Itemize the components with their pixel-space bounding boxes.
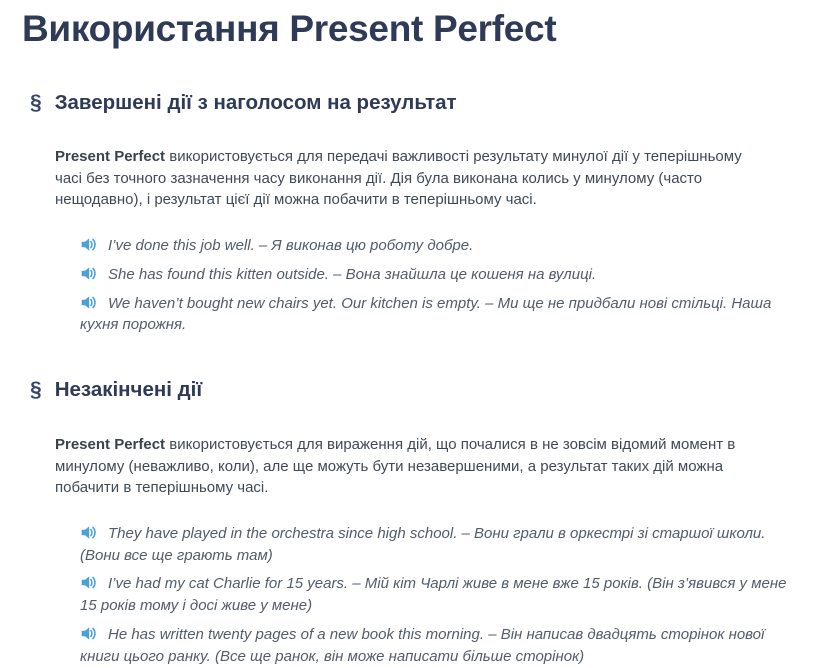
speaker-icon[interactable] — [80, 266, 97, 281]
example-text: They have played in the orchestra since high school. – Вони грали в оркестрі зі старшої школи. (Вони все ще грають там) — [80, 524, 766, 564]
speaker-icon[interactable] — [80, 295, 97, 310]
example-item — [80, 235, 792, 257]
section-heading-text: Завершені дії з наголосом на результат — [54, 90, 457, 114]
speaker-icon[interactable] — [80, 575, 97, 590]
term-present-perfect: Present Perfect — [55, 435, 166, 453]
section-heading — [30, 89, 793, 117]
examples-list — [80, 235, 792, 336]
section-intro-text: використовується для вираження дій, що почалися в не зовсім відомий момент в минулому (неважливо, коли), але ще можуть бути незавершеними, а результат таких дій можна побачити в теперішньому часі. — [55, 435, 736, 497]
section-heading — [30, 376, 793, 404]
section-marker-icon: § — [30, 378, 42, 402]
example-item — [80, 523, 792, 567]
example-text: I’ve had my cat Charlie for 15 years. – Мій кіт Чарлі живе в мене вже 15 років. (Він з’явився у мене 15 років тому і досі живе у мене) — [80, 575, 787, 615]
example-item — [80, 293, 792, 337]
example-text: We haven’t bought new chairs yet. Our kitchen is empty. – Ми ще не придбали нові стільці. Наша кухня порожня. — [80, 294, 772, 334]
page-title: Використання Present Perfect — [22, 8, 557, 49]
examples-list — [80, 523, 792, 668]
section-intro — [55, 434, 767, 499]
example-text: She has found this kitten outside. – Вона знайшла це кошеня на вулиці. — [108, 265, 597, 283]
section-intro — [55, 146, 767, 211]
example-text: He has written twenty pages of a new book this morning. – Він написав двадцять сторінок нової книги цього ранку. (Все ще ранок, він може написати більше сторінок) — [80, 625, 765, 665]
section-completed-actions — [22, 89, 793, 337]
section-heading-text: Незакінчені дії — [54, 378, 203, 402]
example-text: I’ve done this job well. – Я виконав цю роботу добре. — [108, 237, 474, 255]
speaker-icon[interactable] — [80, 525, 97, 540]
example-item — [80, 573, 792, 617]
section-unfinished-actions — [22, 376, 793, 667]
example-item — [80, 264, 792, 286]
section-marker-icon: § — [30, 90, 42, 114]
speaker-icon[interactable] — [80, 626, 97, 641]
speaker-icon[interactable] — [80, 237, 97, 252]
term-present-perfect: Present Perfect — [55, 148, 166, 166]
section-intro-text: використовується для передачі важливості результату минулої дії у теперішньому часі без точного зазначення часу виконання дії. Дія була виконана колись у минулому (часто нещодавно), і результат цієї дії можна побачити в теперішньому часі. — [55, 148, 742, 209]
